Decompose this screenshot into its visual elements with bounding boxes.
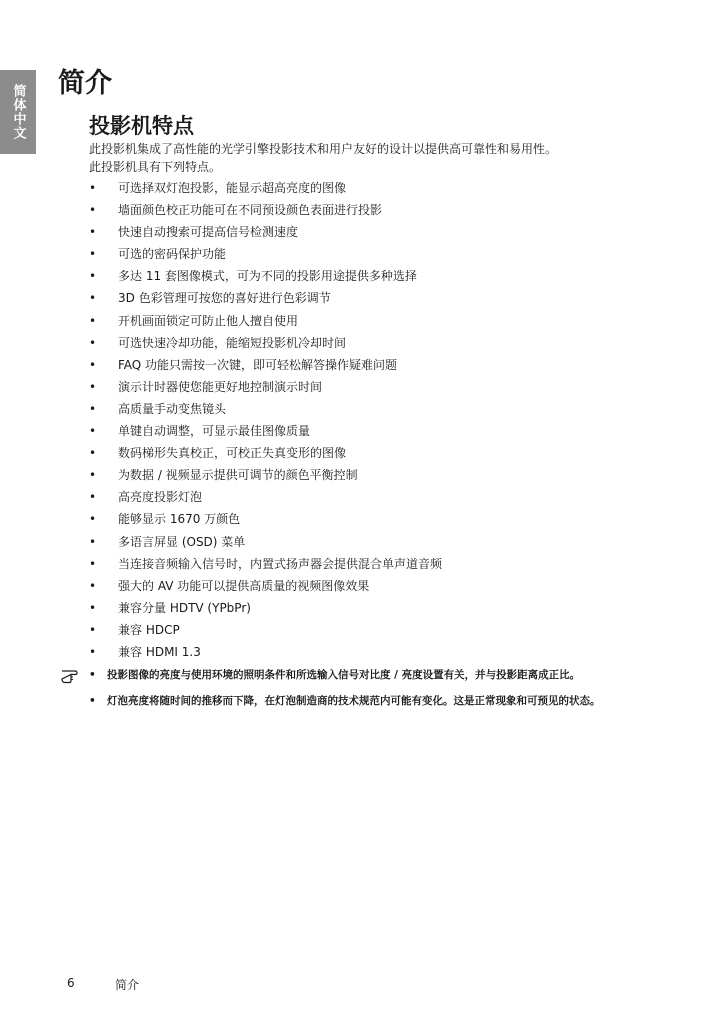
bullet: • (89, 468, 97, 483)
feature-item (89, 641, 689, 663)
feature-item (89, 332, 689, 354)
feature-text: 单键自动调整，可显示最佳图像质量 (118, 424, 311, 439)
feature-item (89, 597, 689, 619)
feature-text: 强大的 AV 功能可以提供高质量的视频图像效果 (118, 578, 370, 593)
feature-text: 快速自动搜索可提高信号检测速度 (118, 225, 299, 240)
note-text: 投影图像的亮度与使用环境的照明条件和所选输入信号对比度 / 亮度设置有关，并与投影距离成正比。 (107, 669, 581, 681)
bullet: • (89, 401, 97, 416)
bullet: • (89, 424, 97, 439)
feature-item (89, 221, 689, 243)
bullet: • (89, 644, 97, 659)
feature-text: 高质量手动变焦镜头 (118, 401, 227, 416)
feature-text: 当连接音频输入信号时，内置式扬声器会提供混合单声道音频 (118, 556, 443, 571)
note-pointing-hand-icon (60, 666, 88, 684)
bullet: • (89, 379, 97, 394)
page-number: 6 (67, 976, 75, 990)
feature-text: 兼容 HDCP (118, 622, 180, 637)
feature-text: 可选择双灯泡投影，能显示超高亮度的图像 (118, 181, 347, 195)
intro-paragraph-1: 此投影机集成了高性能的光学引擎投影技术和用户友好的设计以提供高可靠性和易用性。 (89, 142, 558, 156)
feature-text: 可选快速冷却功能，能缩短投影机冷却时间 (118, 335, 347, 350)
bullet: • (89, 181, 97, 195)
feature-item (89, 553, 689, 575)
footer-title: 简介 (115, 978, 140, 992)
note-item (89, 690, 719, 716)
feature-text: 演示计时器使您能更好地控制演示时间 (118, 379, 323, 394)
bullet: • (89, 512, 97, 527)
feature-text: 墙面颜色校正功能可在不同预设颜色表面进行投影 (118, 203, 383, 218)
bullet: • (89, 247, 97, 262)
feature-item (89, 177, 689, 199)
feature-text: 开机画面锁定可防止他人擅自使用 (118, 313, 299, 328)
feature-item (89, 243, 689, 265)
bullet: • (89, 203, 97, 218)
intro-paragraph-2: 此投影机具有下列特点。 (89, 160, 222, 174)
bullet: • (89, 669, 96, 681)
feature-text: 兼容分量 HDTV (YPbPr) (118, 600, 251, 615)
feature-text: 可选的密码保护功能 (118, 247, 227, 262)
feature-item (89, 199, 689, 221)
feature-text: FAQ 功能只需按一次键，即可轻松解答操作疑难问题 (118, 357, 398, 372)
feature-text: 数码梯形失真校正，可校正失真变形的图像 (118, 446, 347, 461)
bullet: • (89, 556, 97, 571)
bullet: • (89, 313, 97, 328)
bullet: • (89, 622, 97, 637)
chapter-title: 简介 (58, 68, 112, 99)
side-language-tab (0, 70, 36, 154)
feature-list (89, 177, 689, 663)
bullet: • (89, 335, 97, 350)
feature-item (89, 287, 689, 309)
feature-text: 高亮度投影灯泡 (118, 490, 203, 505)
feature-item (89, 442, 689, 464)
feature-item (89, 398, 689, 420)
side-tab-label: 简体中文 (10, 84, 26, 140)
feature-item (89, 619, 689, 641)
bullet: • (89, 534, 97, 549)
feature-text: 多语言屏显 (OSD) 菜单 (118, 534, 246, 549)
bullet: • (89, 225, 97, 240)
feature-text: 兼容 HDMI 1.3 (118, 644, 201, 659)
note-text: 灯泡亮度将随时间的推移而下降，在灯泡制造商的技术规范内可能有变化。这是正常现象和可预见的状态。 (107, 695, 601, 707)
feature-text: 为数据 / 视频显示提供可调节的颜色平衡控制 (118, 468, 358, 483)
feature-item (89, 376, 689, 398)
feature-item (89, 464, 689, 486)
note-list (89, 664, 719, 716)
feature-item (89, 420, 689, 442)
bullet: • (89, 291, 97, 306)
bullet: • (89, 446, 97, 461)
feature-item (89, 354, 689, 376)
feature-text: 能够显示 1670 万颜色 (118, 512, 241, 527)
bullet: • (89, 600, 97, 615)
bullet: • (89, 269, 97, 284)
section-title: 投影机特点 (89, 114, 194, 138)
feature-item (89, 265, 689, 287)
bullet: • (89, 578, 97, 593)
bullet: • (89, 490, 97, 505)
feature-item (89, 508, 689, 530)
feature-item (89, 575, 689, 597)
feature-item (89, 310, 689, 332)
feature-item (89, 486, 689, 508)
bullet: • (89, 695, 96, 707)
feature-text: 多达 11 套图像模式，可为不同的投影用途提供多种选择 (118, 269, 417, 284)
note-item (89, 664, 719, 690)
feature-text: 3D 色彩管理可按您的喜好进行色彩调节 (118, 291, 331, 306)
feature-item (89, 531, 689, 553)
bullet: • (89, 357, 97, 372)
